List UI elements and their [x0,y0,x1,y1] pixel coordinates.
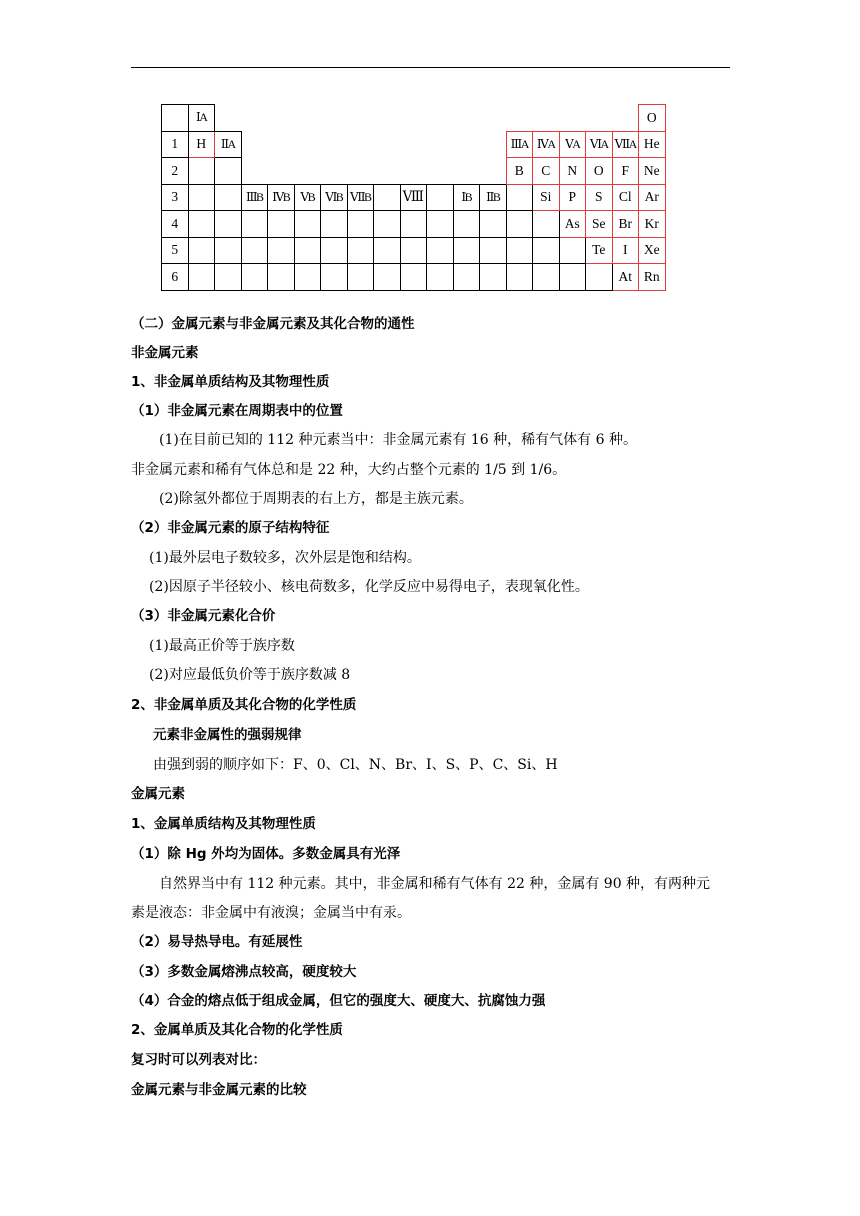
table-cell-empty [347,237,374,264]
table-cell: ⅤA [559,131,586,158]
table-row [162,131,666,158]
table-cell-empty [215,158,242,185]
table-cell: O [639,105,666,132]
table-cell-empty [294,237,321,264]
table-cell: 2 [162,158,189,185]
header-rule [131,67,730,68]
table-cell-empty [453,211,480,238]
table-cell-empty [321,264,348,291]
table-cell-empty [427,131,454,158]
table-cell-empty [400,158,427,185]
table-cell-empty [453,158,480,185]
table-cell-empty [321,105,348,132]
table-cell: Se [586,211,613,238]
table-cell: Cl [612,184,639,211]
table-cell-empty [268,105,295,132]
table-cell-empty [400,264,427,291]
paragraph: 非金属元素和稀有气体总和是 22 种，大约占整个元素的 1/5 到 1/6。 [131,462,567,478]
table-cell-empty [215,237,242,264]
table-cell-empty [427,211,454,238]
heading-metal-1-2: （2）易导热导电。有延展性 [131,934,303,950]
table-row [162,264,666,291]
table-cell-empty [374,158,401,185]
table-cell-empty [268,264,295,291]
table-cell-empty [268,237,295,264]
heading-metal-1: 1、金属单质结构及其物理性质 [131,816,316,832]
table-cell-empty [294,158,321,185]
table-cell-empty [559,105,586,132]
table-cell-empty [559,264,586,291]
table-cell-empty [294,131,321,158]
table-cell-empty [427,237,454,264]
heading-nonmetal-1-3: （3）非金属元素化合价 [131,608,276,624]
heading-nonmetal-1-2: （2）非金属元素的原子结构特征 [131,520,330,536]
table-cell-empty [427,264,454,291]
paragraph: (1)最外层电子数较多，次外层是饱和结构。 [149,550,421,566]
table-cell-empty [506,184,533,211]
table-cell-empty [188,184,215,211]
table-cell: Ⅷ [400,184,427,211]
table-cell: Ar [639,184,666,211]
table-cell: Xe [639,237,666,264]
table-cell-empty [400,211,427,238]
table-cell-empty [586,105,613,132]
table-cell: ⅦB [347,184,374,211]
table-cell-empty [347,105,374,132]
table-cell: I [612,237,639,264]
table-cell: Br [612,211,639,238]
table-cell-empty [188,158,215,185]
table-cell-empty [480,131,507,158]
table-cell-empty [294,211,321,238]
section-heading-two: （二）金属元素与非金属元素及其化合物的通性 [131,316,415,332]
table-cell-empty [506,264,533,291]
heading-metal-1-3: （3）多数金属熔沸点较高，硬度较大 [131,964,357,980]
table-cell: 6 [162,264,189,291]
table-cell-empty [400,105,427,132]
table-cell-empty [453,237,480,264]
table-cell-empty [374,184,401,211]
table-cell: B [506,158,533,185]
paragraph: (2)因原子半径较小、核电荷数多，化学反应中易得电子，表现氧化性。 [149,579,589,595]
table-cell-empty [188,211,215,238]
table-cell: ⅡB [480,184,507,211]
table-cell: ⅥA [586,131,613,158]
periodic-table [161,104,666,291]
table-cell-empty [480,105,507,132]
table-cell: Kr [639,211,666,238]
paragraph: 由强到弱的顺序如下：F、0、Cl、N、Br、I、S、P、C、Si、H [153,757,558,773]
table-cell: ⅤB [294,184,321,211]
table-cell-empty [400,131,427,158]
table-cell: P [559,184,586,211]
table-cell: Si [533,184,560,211]
heading-metal-1-1: （1）除 Hg 外均为固体。多数金属具有光泽 [131,846,401,862]
paragraph: 素是液态：非金属中有液溴；金属当中有汞。 [131,905,411,921]
table-cell-empty [294,264,321,291]
table-cell-empty [400,237,427,264]
table-cell-empty [321,211,348,238]
table-cell: 5 [162,237,189,264]
table-cell-empty [347,131,374,158]
table-cell: 4 [162,211,189,238]
table-cell: C [533,158,560,185]
table-cell-empty [268,158,295,185]
table-cell-empty [321,131,348,158]
table-cell-empty [347,158,374,185]
table-cell-empty [347,211,374,238]
table-cell: N [559,158,586,185]
heading-nonmetal-2: 2、非金属单质及其化合物的化学性质 [131,697,357,713]
heading-metal-2: 2、金属单质及其化合物的化学性质 [131,1022,343,1038]
table-cell-empty [374,237,401,264]
table-cell-empty [480,158,507,185]
table-cell-empty [374,211,401,238]
table-cell-empty [215,211,242,238]
table-cell-empty [533,105,560,132]
table-cell-empty [188,237,215,264]
table-cell: ⅣA [533,131,560,158]
table-cell-empty [321,158,348,185]
table-cell-empty [268,131,295,158]
review-note: 复习时可以列表对比： [131,1052,266,1068]
table-cell-empty [506,237,533,264]
heading-nonmetal: 非金属元素 [131,345,199,361]
table-cell: 1 [162,131,189,158]
paragraph: (1)在目前已知的 112 种元素当中：非金属元素有 16 种，稀有气体有 6 种。 [159,432,637,448]
table-cell-empty [533,264,560,291]
table-cell-empty [215,105,242,132]
paragraph: 自然界当中有 112 种元素。其中，非金属和稀有气体有 22 种，金属有 90 种，有两种元 [159,876,711,892]
table-cell: F [612,158,639,185]
table-row [162,211,666,238]
table-cell-empty [241,237,268,264]
table-cell-empty [374,105,401,132]
table-cell: ⅢB [241,184,268,211]
table-cell-empty [241,264,268,291]
table-cell-empty [427,105,454,132]
table-cell-empty [374,264,401,291]
table-cell-empty [162,105,189,132]
table-row [162,105,666,132]
table-cell-empty [215,184,242,211]
heading-nonmetal-1-1: （1）非金属元素在周期表中的位置 [131,403,343,419]
table-cell-empty [480,264,507,291]
table-cell-empty [321,237,348,264]
table-cell-empty [294,105,321,132]
table-cell-empty [533,211,560,238]
table-cell: As [559,211,586,238]
table-cell: ⅣB [268,184,295,211]
heading-metal: 金属元素 [131,786,185,802]
table-cell-empty [480,237,507,264]
paragraph: (1)最高正价等于族序数 [149,638,295,654]
table-cell-empty [480,211,507,238]
table-cell: 3 [162,184,189,211]
table-cell: Rn [639,264,666,291]
table-cell: Ne [639,158,666,185]
comparison-title: 金属元素与非金属元素的比较 [131,1082,307,1098]
table-cell-empty [241,105,268,132]
table-cell: At [612,264,639,291]
heading-metal-1-4: （4）合金的熔点低于组成金属，但它的强度大、硬度大、抗腐蚀力强 [131,993,546,1009]
table-cell: He [639,131,666,158]
table-cell: S [586,184,613,211]
table-cell-empty [559,237,586,264]
paragraph: (2)除氢外都位于周期表的右上方，都是主族元素。 [159,491,473,507]
table-cell-empty [506,211,533,238]
table-cell: O [586,158,613,185]
table-cell: ⅢA [506,131,533,158]
table-cell-empty [241,211,268,238]
table-cell-empty [215,264,242,291]
table-cell-empty [506,105,533,132]
table-cell-empty [427,184,454,211]
table-row [162,237,666,264]
subheading-nonmetal-strength: 元素非金属性的强弱规律 [153,727,302,743]
table-row [162,158,666,185]
table-cell: ⅠB [453,184,480,211]
table-cell: ⅦA [612,131,639,158]
table-cell-empty [241,158,268,185]
table-cell-empty [586,264,613,291]
table-cell-empty [453,264,480,291]
table-cell: H [188,131,215,158]
table-cell-empty [427,158,454,185]
table-cell-empty [453,131,480,158]
table-cell-empty [188,264,215,291]
table-cell: Te [586,237,613,264]
table-row [162,184,666,211]
table-cell-empty [374,131,401,158]
paragraph: (2)对应最低负价等于族序数减 8 [149,667,351,683]
table-cell-empty [241,131,268,158]
table-cell-empty [347,264,374,291]
heading-nonmetal-1: 1、非金属单质结构及其物理性质 [131,374,330,390]
table-cell-empty [453,105,480,132]
table-cell: ⅠA [188,105,215,132]
table-cell-empty [612,105,639,132]
table-cell: ⅡA [215,131,242,158]
table-cell: ⅥB [321,184,348,211]
table-cell-empty [268,211,295,238]
table-cell-empty [533,237,560,264]
